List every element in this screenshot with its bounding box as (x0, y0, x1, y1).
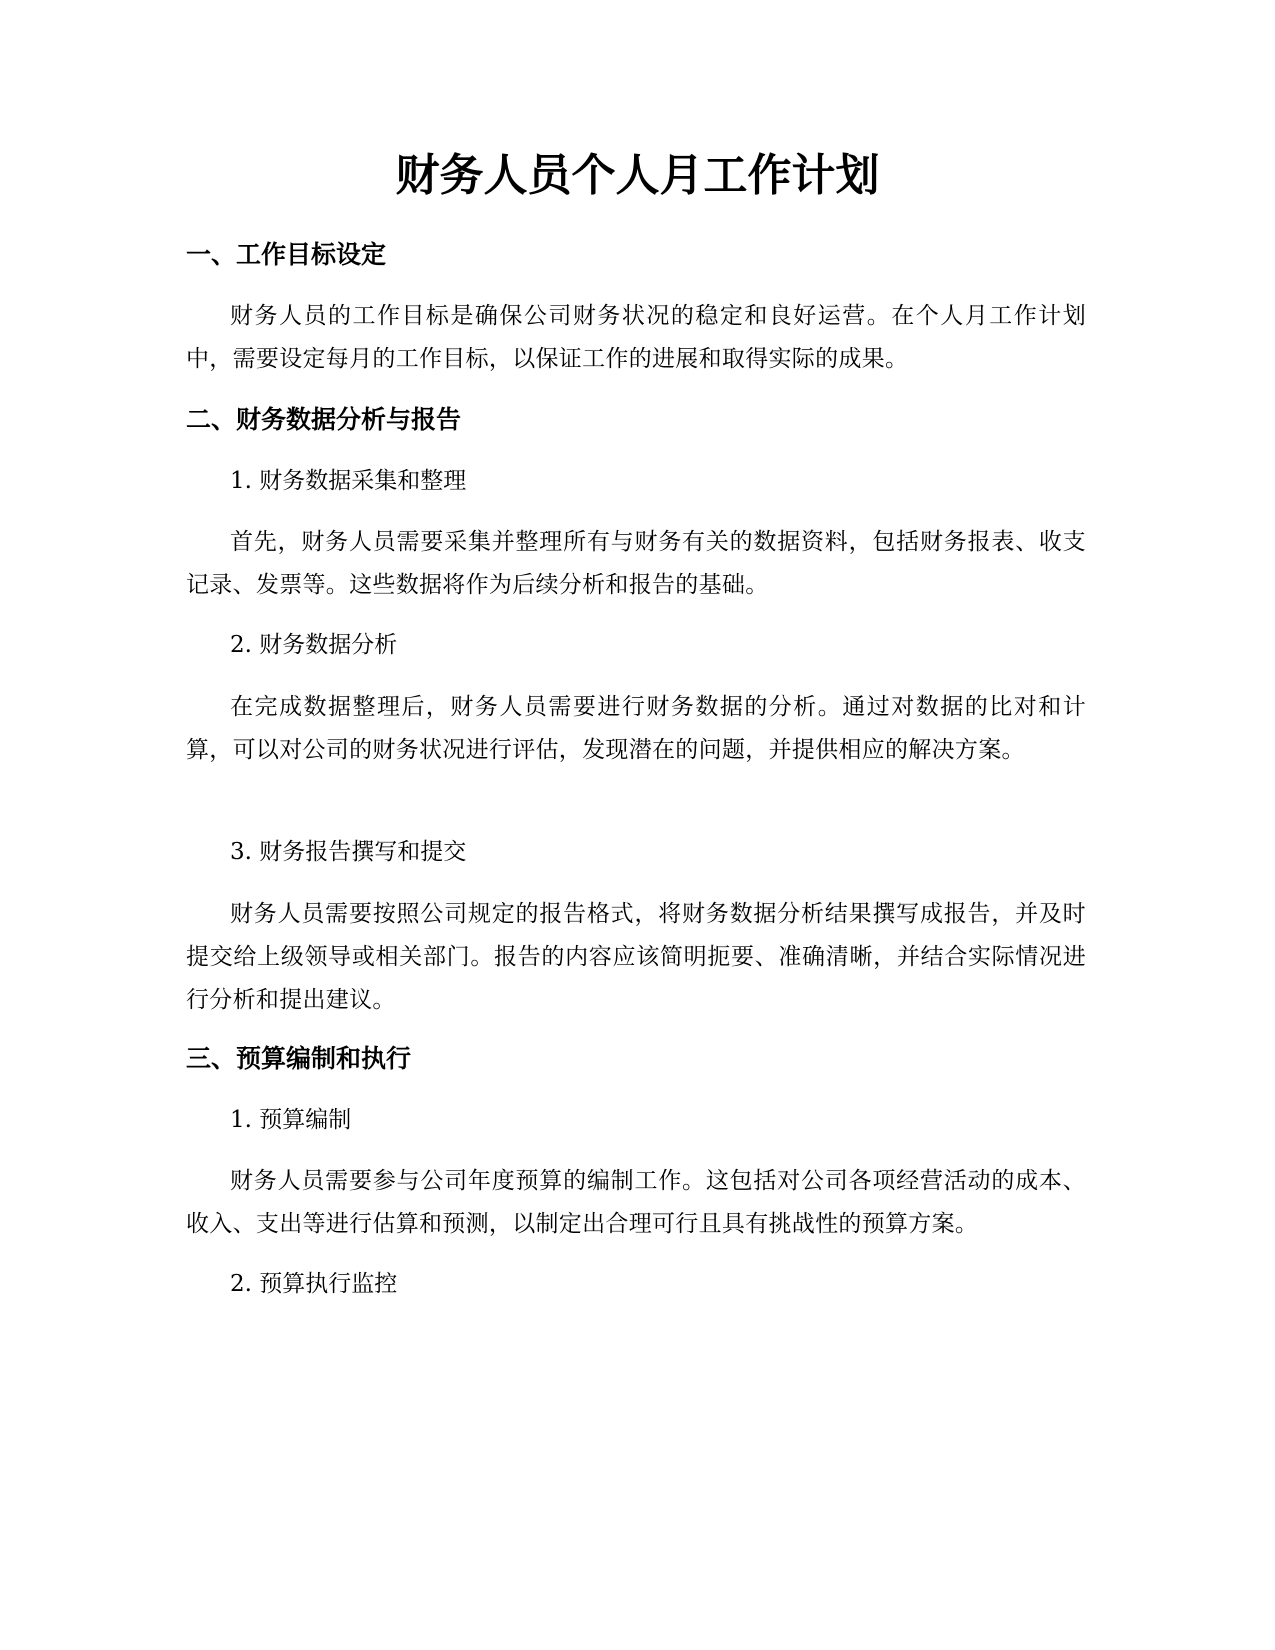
subsection-label-3-2: 2. 预算执行监控 (230, 1271, 398, 1297)
subsection-label-2-3: 3. 财务报告撰写和提交 (230, 839, 467, 865)
section-heading-2: 二、财务数据分析与报告 (186, 405, 462, 434)
section-heading-3: 三、预算编制和执行 (186, 1044, 412, 1073)
subsection-2-2-paragraph: 在完成数据整理后，财务人员需要进行财务数据的分析。通过对数据的比对和计算，可以对公司的财务状况进行评估，发现潜在的问题，并提供相应的解决方案。 (186, 694, 1086, 763)
subsection-2-1-paragraph: 首先，财务人员需要采集并整理所有与财务有关的数据资料，包括财务报表、收支记录、发票等。这些数据将作为后续分析和报告的基础。 (186, 529, 1086, 598)
section-heading-1: 一、工作目标设定 (186, 240, 387, 269)
subsection-label-2-1: 1. 财务数据采集和整理 (230, 468, 467, 494)
subsection-label-3-1: 1. 预算编制 (230, 1107, 352, 1133)
page-title: 财务人员个人月工作计划 (395, 150, 880, 201)
subsection-2-3-paragraph: 财务人员需要按照公司规定的报告格式，将财务数据分析结果撰写成报告，并及时提交给上级领导或相关部门。报告的内容应该简明扼要、准确清晰，并结合实际情况进行分析和提出建议。 (186, 901, 1086, 1013)
section-1-paragraph: 财务人员的工作目标是确保公司财务状况的稳定和良好运营。在个人月工作计划中，需要设定每月的工作目标，以保证工作的进展和取得实际的成果。 (186, 303, 1086, 372)
subsection-label-2-2: 2. 财务数据分析 (230, 632, 398, 658)
subsection-3-1-paragraph: 财务人员需要参与公司年度预算的编制工作。这包括对公司各项经营活动的成本、收入、支出等进行估算和预测，以制定出合理可行且具有挑战性的预算方案。 (186, 1168, 1086, 1237)
